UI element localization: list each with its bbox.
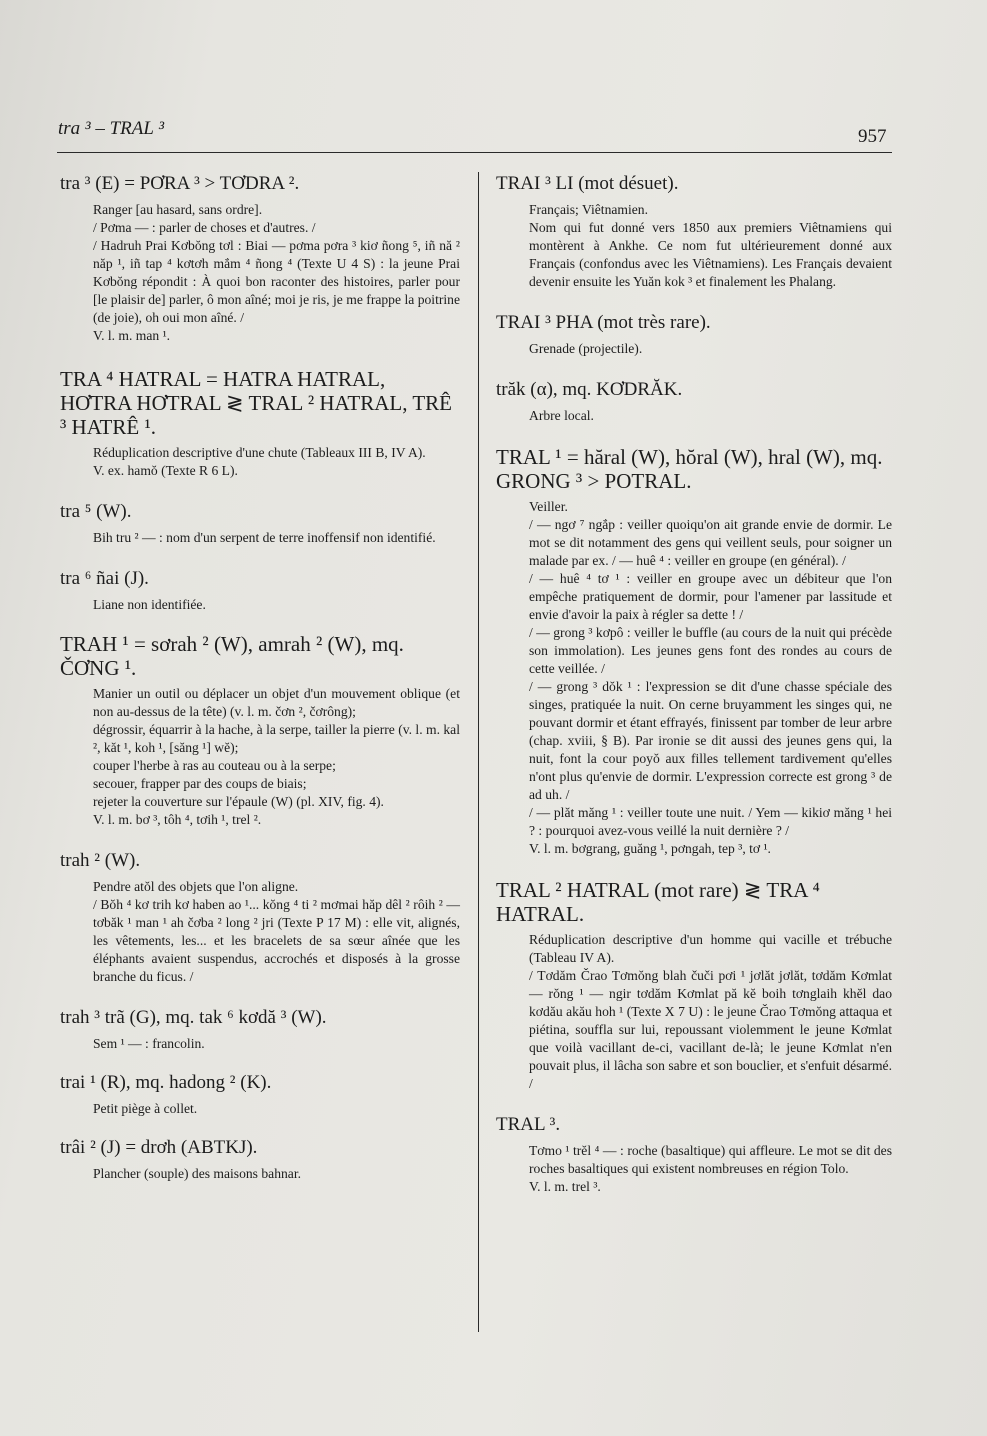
entry-headword: TRAL ³. bbox=[496, 1114, 561, 1135]
entry-line: V. l. m. man ¹. bbox=[93, 328, 171, 343]
entry-body bbox=[529, 201, 892, 291]
entry-line: / — plăt măng ¹ : veiller toute une nuit. / Yem — kikiơ măng ¹ hei ? : pourquoi avez-vous veillé la nuit dernière ? / bbox=[529, 805, 892, 838]
entry-body bbox=[93, 529, 460, 547]
entry-body bbox=[93, 1100, 460, 1118]
entry-body bbox=[93, 444, 460, 480]
left-column bbox=[60, 172, 460, 1183]
entry-line: dégrossir, équarrir à la hache, à la serpe, tailler la pierre (v. l. m. kal ², kăt ¹, koh ¹, [săng ¹] wĕ); bbox=[93, 722, 460, 755]
entry-line: V. l. m. trel ³. bbox=[529, 1179, 601, 1194]
entry-line: / — grong ³ dŏk ¹ : l'expression se dit d'une chasse spéciale des singes, pratiquée la nuit. On cerne bruyamment les singes qui, ne pouvant dormir et étant effrayés, finissent par tomber de leur arbre (chap. xviii, § B). Par ironie se dit aussi des jeunes gens qui, la nuit, font la cour poyŏ aux filles tellement tardivement qu'elles n'ont plus qu'envie de dormir. L'expression correcte est grong ³ de ad uh. / bbox=[529, 679, 892, 802]
entry-line: Sem ¹ — : francolin. bbox=[93, 1036, 205, 1051]
entry-line: / — grong ³ kơpô : veiller le buffle (au cours de la nuit qui précède son immolation). Les jeunes gens font des rondes au cours de cette veillée. / bbox=[529, 625, 892, 676]
entry-line: V. ex. hamŏ (Texte R 6 L). bbox=[93, 463, 238, 478]
entry-line: secouer, frapper par des coups de biais; bbox=[93, 776, 307, 791]
entry-headword: trah ² (W). bbox=[60, 850, 141, 871]
entry-tral2-hatral bbox=[496, 878, 892, 1093]
entry-line: V. l. m. bơ ³, tôh ⁴, tơih ¹, trel ². bbox=[93, 812, 262, 827]
entry-body bbox=[93, 201, 460, 345]
entry-body bbox=[93, 685, 460, 829]
entry-trai1 bbox=[60, 1071, 460, 1118]
entry-trai3-li bbox=[496, 172, 892, 291]
entry-line: Petit piège à collet. bbox=[93, 1101, 198, 1116]
entry-line: / — huê ⁴ tơ ¹ : veiller en groupe avec un débiteur que l'on empêche pratiquement de dormir, pour l'amener par lassitude et envie d'avoir la paix à régler sa dette ! / bbox=[529, 571, 892, 622]
entry-line: rejeter la couverture sur l'épaule (W) (pl. XIV, fig. 4). bbox=[93, 794, 384, 809]
entry-tral1 bbox=[496, 445, 892, 858]
entry-line: Nom qui fut donné vers 1850 aux premiers Viêtnamiens qui montèrent à Ankhe. Ce nom fut ultérieurement donné aux Français (confondus avec les Viêtnamiens). Les Français devaient devenir ensuite les Yuăn kok ³ et finalement les Phalang. bbox=[529, 220, 892, 289]
entry-line: Liane non identifiée. bbox=[93, 597, 206, 612]
entry-headword: trah ³ trã (G), mq. tak ⁶ kơdă ³ (W). bbox=[60, 1007, 327, 1028]
entry-line: Plancher (souple) des maisons bahnar. bbox=[93, 1166, 302, 1181]
entry-line: Réduplication descriptive d'un homme qui vacille et trébuche (Tableau IV A). bbox=[529, 932, 892, 965]
entry-line: Bih tru ² — : nom d'un serpent de terre inoffensif non identifié. bbox=[93, 530, 436, 545]
entry-trak bbox=[496, 378, 892, 425]
entry-trah1 bbox=[60, 632, 460, 829]
entry-tra5 bbox=[60, 500, 460, 547]
entry-trai3-pha bbox=[496, 311, 892, 358]
entry-headword: tra ³ (E) = PƠRA ³ > TƠDRA ². bbox=[60, 173, 300, 194]
entry-headword: tra ⁵ (W). bbox=[60, 501, 132, 522]
entry-body bbox=[93, 1165, 460, 1183]
entry-tral3 bbox=[496, 1113, 892, 1196]
entry-body bbox=[529, 498, 892, 858]
entry-line: Arbre local. bbox=[529, 408, 594, 423]
right-column bbox=[496, 172, 892, 1196]
entry-body bbox=[93, 878, 460, 986]
running-title: tra ³ – TRAL ³ bbox=[58, 118, 165, 139]
column-divider bbox=[478, 172, 479, 1332]
entry-trai2 bbox=[60, 1136, 460, 1183]
entry-line: Ranger [au hasard, sans ordre]. bbox=[93, 202, 263, 217]
entry-line: V. l. m. bơgrang, guăng ¹, pơngah, tep ³, tơ ¹. bbox=[529, 841, 771, 856]
entry-trah3 bbox=[60, 1006, 460, 1053]
entry-tra3 bbox=[60, 172, 460, 345]
entry-body bbox=[529, 931, 892, 1093]
entry-line: Grenade (projectile). bbox=[529, 341, 643, 356]
entry-line: / Hadruh Prai Kơbŏng tơl : Biai — pơma pơra ³ kiơ ñong ⁵, iñ nă ² năp ¹, iñ tap ⁴ kơtơh mắm ⁴ ñong ⁴ (Texte U 4 S) : la jeune Prai Kơbŏng répondit : À quoi bon raconter des histoires, parler pour [le plaisir de] parler, ô mon aîné; moi je ris, je me frappe la poitrine (de joie), oh oui mon aîné. / bbox=[93, 238, 460, 325]
entry-line: Veiller. bbox=[529, 499, 568, 514]
entry-line: Pendre atŏl des objets que l'on aligne. bbox=[93, 879, 299, 894]
entry-headword: trai ¹ (R), mq. hadong ² (K). bbox=[60, 1072, 272, 1093]
entry-line: / — ngơ ⁷ ngắp : veiller quoiqu'on ait grande envie de dormir. Le mot se dit notamment des gens qui veillent seuls, pour soigner un malade par ex. / — huê ⁴ : veiller en groupe (en général). / bbox=[529, 517, 892, 568]
entry-headword: TRAL ² HATRAL (mot rare) ≷ TRA ⁴ HATRAL. bbox=[496, 878, 820, 926]
page-number: 957 bbox=[858, 126, 887, 147]
entry-line: Manier un outil ou déplacer un objet d'un mouvement oblique (et non au-dessus de la tête) (v. l. m. čơn ², čơrông); bbox=[93, 686, 460, 719]
entry-body bbox=[529, 407, 892, 425]
entry-body bbox=[93, 596, 460, 614]
entry-headword: TRA ⁴ HATRAL = HATRA HATRAL, HƠTRA HƠTRAL ≷ TRAL ² HATRAL, TRÊ ³ HATRÊ ¹. bbox=[60, 367, 452, 439]
entry-line: Français; Viêtnamien. bbox=[529, 202, 648, 217]
entry-body bbox=[529, 340, 892, 358]
entry-headword: TRAL ¹ = hăral (W), hŏral (W), hral (W), mq. GRONG ³ > POTRAL. bbox=[496, 445, 883, 493]
entry-headword: trăk (α), mq. KƠDRĂK. bbox=[496, 379, 683, 400]
entry-body bbox=[93, 1035, 460, 1053]
entry-headword: trâi ² (J) = drơh (ABTKJ). bbox=[60, 1137, 258, 1158]
entry-line: / Tơdăm Črao Tơmŏng blah čuči pơi ¹ jơlăt jơlăt, tơdăm Kơmlat — rŏng ¹ — ngir tơdăm Kơmlat pă kĕ boih tơnglaih khĕl dao kơdău akău hoh ¹ (Texte X 7 U) : le jeune Črao Tơmŏng attaqua et piétina, souffla sur lui, repoussant violemment le jeune Kơmlat que voilà vacillant de-ci, vacillant de-là; le jeune Kơmlat n'en pouvait plus, il lâcha son sabre et son bouclier, et s'enfuit désarmé. / bbox=[529, 968, 892, 1091]
entry-body bbox=[529, 1142, 892, 1196]
entry-line: couper l'herbe à ras au couteau ou à la serpe; bbox=[93, 758, 336, 773]
header-rule bbox=[57, 152, 892, 153]
entry-trah2 bbox=[60, 849, 460, 986]
entry-line: Tơmo ¹ trĕl ⁴ — : roche (basaltique) qui affleure. Le mot se dit des roches basaltiques qui existent nombreuses en région Tolo. bbox=[529, 1143, 892, 1176]
entry-headword: tra ⁶ ñai (J). bbox=[60, 568, 149, 589]
entry-line: / Pơma — : parler de choses et d'autres. / bbox=[93, 220, 316, 235]
entry-tra4-hatral bbox=[60, 367, 460, 480]
entry-line: Réduplication descriptive d'une chute (Tableaux III B, IV A). bbox=[93, 445, 426, 460]
entry-headword: TRAI ³ LI (mot désuet). bbox=[496, 173, 679, 194]
entry-headword: TRAI ³ PHA (mot très rare). bbox=[496, 312, 711, 333]
entry-headword: TRAH ¹ = sơrah ² (W), amrah ² (W), mq. ČƠNG ¹. bbox=[60, 632, 404, 680]
entry-tra6 bbox=[60, 567, 460, 614]
entry-line: / Bŏh ⁴ kơ trih kơ haben ao ¹... kŏng ⁴ ti ² mơmai hăp dêl ² rôih ² — tơbăk ¹ man ¹ ah čơba ² long ² jri (Texte P 17 M) : elle vit, alignés, les vêtements, les... et les bracelets de sa sœur aînée que les éléphants avaient suspendus, accrochés et disposés à la grosse branche du ficus. / bbox=[93, 897, 460, 984]
